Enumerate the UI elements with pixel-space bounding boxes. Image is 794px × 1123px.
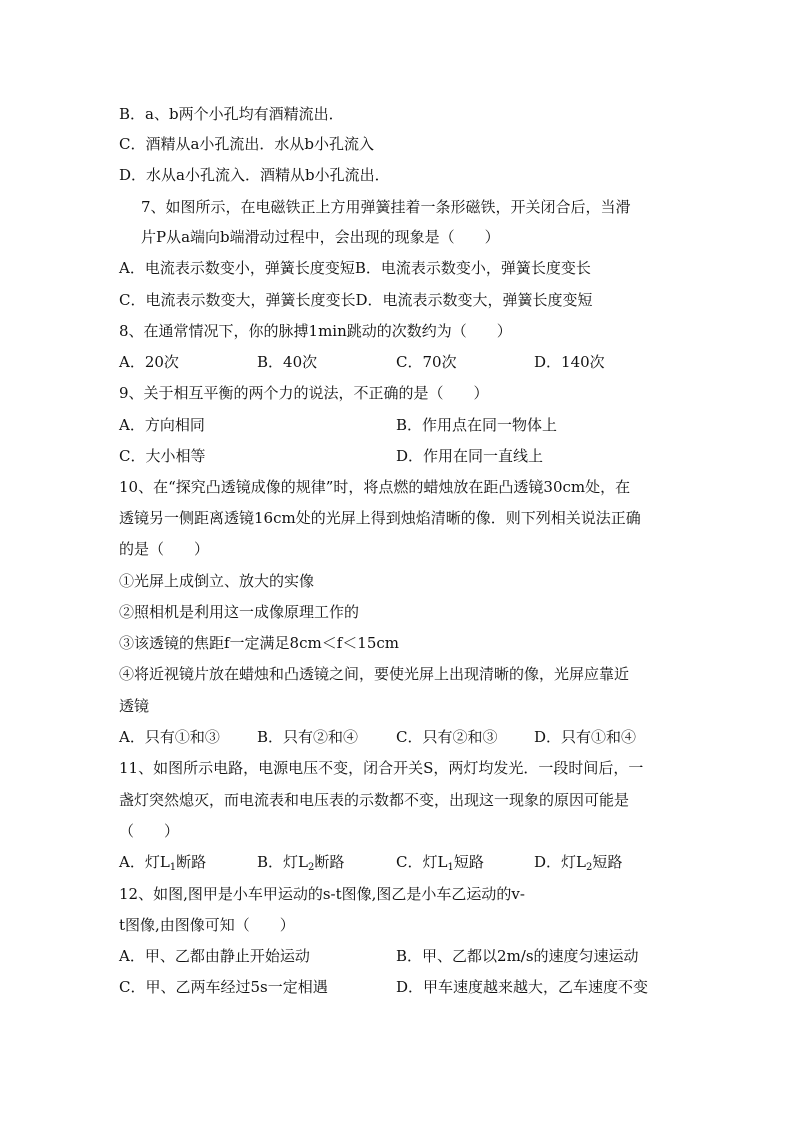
q9-option-c: C．大小相等 bbox=[119, 447, 206, 465]
q8-stem: 8、在通常情况下，你的脉搏1min跳动的次数约为（ ） bbox=[119, 322, 512, 340]
q8-option-c: C．70次 bbox=[396, 353, 457, 371]
q10-option-c: C．只有②和③ bbox=[396, 728, 498, 746]
q12-option-d: D．甲车速度越来越大，乙车速度不变 bbox=[396, 978, 649, 996]
q6-option-c: C．酒精从a小孔流出．水从b小孔流入 bbox=[119, 135, 375, 153]
q11-stem-line1: 11、如图所示电路，电源电压不变，闭合开关S，两灯均发光．一段时间后，一 bbox=[119, 759, 644, 777]
q9-option-a: A．方向相同 bbox=[119, 416, 205, 434]
q10-statement-3: ③该透镜的焦距f一定满足8cm＜f＜15cm bbox=[119, 634, 399, 652]
q10-statement-2: ②照相机是利用这一成像原理工作的 bbox=[119, 603, 360, 621]
q7-stem-line2: 片P从a端向b端滑动过程中，会出现的现象是（ ） bbox=[141, 228, 500, 246]
q7-stem-line1: 7、如图所示，在电磁铁正上方用弹簧挂着一条形磁铁，开关闭合后，当滑 bbox=[141, 198, 631, 216]
q10-statement-4-line2: 透镜 bbox=[119, 697, 150, 715]
q12-option-a: A．甲、乙都由静止开始运动 bbox=[119, 947, 310, 965]
q10-stem-line1: 10、在“探究凸透镜成像的规律”时，将点燃的蜡烛放在距凸透镜30cm处，在 bbox=[119, 478, 631, 496]
q10-stem-line2: 透镜另一侧距离透镜16cm处的光屏上得到烛焰清晰的像．则下列相关说法正确 bbox=[119, 509, 641, 527]
q12-option-b: B．甲、乙都以2m/s的速度匀速运动 bbox=[396, 947, 639, 965]
q6-option-b: B．a、b两个小孔均有酒精流出． bbox=[119, 105, 344, 123]
q10-statement-1: ①光屏上成倒立、放大的实像 bbox=[119, 572, 315, 590]
q11-option-d: D．灯$L_2$短路 bbox=[534, 853, 623, 873]
q12-stem-line2: t图像,由图像可知（ ） bbox=[119, 916, 295, 934]
q8-option-a: A．20次 bbox=[119, 353, 179, 371]
q8-option-d: D．140次 bbox=[534, 353, 605, 371]
q11-stem-line2: 盏灯突然熄灭，而电流表和电压表的示数都不变，出现这一现象的原因可能是 bbox=[119, 791, 630, 809]
q11-option-c: C．灯$L_1$短路 bbox=[396, 853, 484, 873]
q11-option-b: B．灯$L_2$断路 bbox=[257, 853, 345, 873]
q12-option-c: C．甲、乙两车经过5s一定相遇 bbox=[119, 978, 328, 996]
q7-options-ab: A．电流表示数变小，弹簧长度变短B．电流表示数变小，弹簧长度变长 bbox=[119, 259, 591, 277]
q9-option-b: B．作用点在同一物体上 bbox=[396, 416, 558, 434]
q8-option-b: B．40次 bbox=[257, 353, 318, 371]
q9-option-d: D．作用在同一直线上 bbox=[396, 447, 544, 465]
q10-statement-4-line1: ④将近视镜片放在蜡烛和凸透镜之间，要使光屏上出现清晰的像，光屏应靠近 bbox=[119, 665, 630, 683]
q11-stem-line3: （ ） bbox=[119, 822, 180, 840]
q6-option-d: D．水从a小孔流入．酒精从b小孔流出． bbox=[119, 166, 390, 184]
q7-options-cd: C．电流表示数变大，弹簧长度变长D．电流表示数变大，弹簧长度变短 bbox=[119, 291, 593, 309]
q10-option-d: D．只有①和④ bbox=[534, 728, 637, 746]
q10-option-a: A．只有①和③ bbox=[119, 728, 220, 746]
q10-option-b: B．只有②和④ bbox=[257, 728, 359, 746]
q10-stem-line3: 的是（ ） bbox=[119, 540, 210, 558]
q9-stem: 9、关于相互平衡的两个力的说法，不正确的是（ ） bbox=[119, 384, 489, 402]
q11-option-a: A．灯$L_1$断路 bbox=[119, 853, 207, 873]
q12-stem-line1: 12、如图,图甲是小车甲运动的s-t图像,图乙是小车乙运动的v- bbox=[119, 885, 525, 903]
